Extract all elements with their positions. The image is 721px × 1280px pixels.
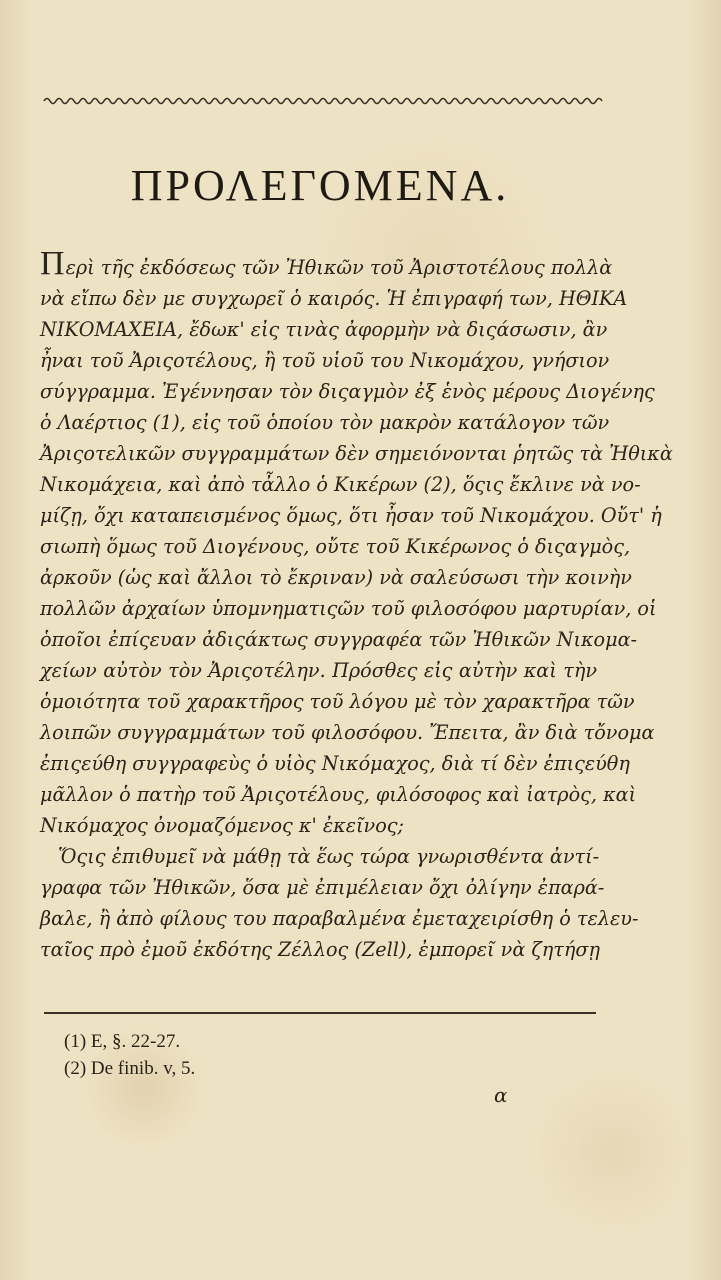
text-line-content: μίζῃ, ὄχι καταπεισμένος ὅμως, ὅτι ἦσαν τοῦ Νικομάχου. Οὔτ' ἡ [40,504,662,527]
text-line [40,283,628,314]
text-line-content: ταῖος πρὸ ἐμοῦ ἐκδότης Ζέλλος (Zell), ἐμπορεῖ νὰ ζητήσῃ [40,938,600,961]
text-line-content: Ὅςις ἐπιθυμεῖ νὰ μάθῃ τὰ ἕως τώρα γνωρισθέντα ἀντί- [58,845,600,868]
text-line-content: ὁποῖοι ἐπίςευαν ἀδιςάκτως συγγραφέα τῶν Ἠθικῶν Νικομα- [40,628,638,651]
drop-cap: Π [40,245,66,282]
text-line [40,686,635,717]
text-line [40,314,608,345]
text-line [40,934,600,965]
text-line-content: ἐπιςεύθη συγγραφεὺς ὁ υἱὸς Νικόμαχος, διὰ τί δὲν ἐπιςεύθη [40,752,630,775]
page-title: ΠΡΟΛΕΓΟΜΕΝΑ. [130,161,510,210]
paragraph-1 [40,245,673,841]
text-line [40,872,605,903]
ornamental-rule [44,95,598,107]
text-line [40,655,597,686]
footnote-2: (2) De finib. v, 5. [64,1058,196,1079]
text-line-content: Νικόμαχος ὀνομαζόμενος κ' ἐκεῖνος; [40,814,404,837]
text-line [40,407,610,438]
text-line [40,438,673,469]
text-line-content: σιωπὴ ὅμως τοῦ Διογένους, οὔτε τοῦ Κικέρωνος ὁ διςαγμὸς, [40,535,631,558]
text-line [40,779,637,810]
text-line [40,562,632,593]
text-line [40,841,600,872]
text-line-content: ἦναι τοῦ Ἀριςοτέλους, ἢ τοῦ υἱοῦ του Νικομάχου, γνήσιον [40,349,610,372]
text-line [40,624,638,655]
text-line [40,717,655,748]
text-line-content: λοιπῶν συγγραμμάτων τοῦ φιλοσόφου. Ἔπειτα, ἂν διὰ τὄνομα [40,721,655,744]
text-line [40,903,639,934]
footnote-divider [44,1012,596,1014]
text-line [40,345,610,376]
text-line-content: ΝΙΚΟΜΑΧΕΙΑ, ἔδωκ' εἰς τινὰς ἀφορμὴν νὰ διςάσωσιν, ἂν [40,318,608,341]
text-line-content: ἀρκοῦν (ὡς καὶ ἄλλοι τὸ ἔκριναν) νὰ σαλεύσωσι τὴν κοινὴν [40,566,632,589]
text-line [40,531,631,562]
text-line-content: βαλε, ἢ ἀπὸ φίλους του παραβαλμένα ἐμεταχειρίσθη ὁ τελευ- [40,907,639,930]
text-line [40,469,641,500]
signature-mark: α [494,1083,508,1107]
footnotes [64,1028,195,1082]
text-line-content: ερὶ τῆς ἐκδόσεως τῶν Ἠθικῶν τοῦ Ἀριστοτέλους πολλὰ [65,256,613,279]
text-line-content: μᾶλλον ὁ πατὴρ τοῦ Ἀριςοτέλους, φιλόσοφος καὶ ἰατρὸς, καὶ [40,783,637,806]
text-line-content: σύγγραμμα. Ἐγέννησαν τὸν διςαγμὸν ἐξ ἑνὸς μέρους Διογένης [40,380,655,403]
text-line-content: χείων αὐτὸν τὸν Ἀριςοτέλην. Πρόσθες εἰς αὐτὴν καὶ τὴν [40,659,597,682]
text-line [40,748,630,779]
text-line-content: ὁ Λαέρτιος (1), εἰς τοῦ ὁποίου τὸν μακρὸν κατάλογον τῶν [40,411,610,434]
text-line [40,500,662,531]
text-line-content: ὁμοιότητα τοῦ χαρακτῆρος τοῦ λόγου μὲ τὸν χαρακτῆρα τῶν [40,690,635,713]
paragraph-2 [40,841,639,965]
text-line-content: Ἀριςοτελικῶν συγγραμμάτων δὲν σημειόνονται ῥητῶς τὰ Ἠθικὰ [40,442,673,465]
body-text [40,245,673,965]
text-line-content: νὰ εἴπω δὲν με συγχωρεῖ ὁ καιρός. Ἡ ἐπιγραφή των, ΗΘΙΚΑ [40,287,628,310]
footnote-1: (1) Ε, §. 22-27. [64,1031,181,1052]
text-line-content: γραφα τῶν Ἠθικῶν, ὅσα μὲ ἐπιμέλειαν ὄχι ὀλίγην ἐπαρά- [40,876,605,899]
text-line-content: Νικομάχεια, καὶ ἀπὸ τἆλλο ὁ Κικέρων (2), ὅςις ἔκλινε νὰ νο- [40,473,641,496]
text-line [40,593,657,624]
text-line-content: πολλῶν ἀρχαίων ὑπομνηματιςῶν τοῦ φιλοσόφου μαρτυρίαν, οἱ [40,597,657,620]
text-line [40,245,613,283]
text-line [40,810,597,841]
text-line [40,376,655,407]
